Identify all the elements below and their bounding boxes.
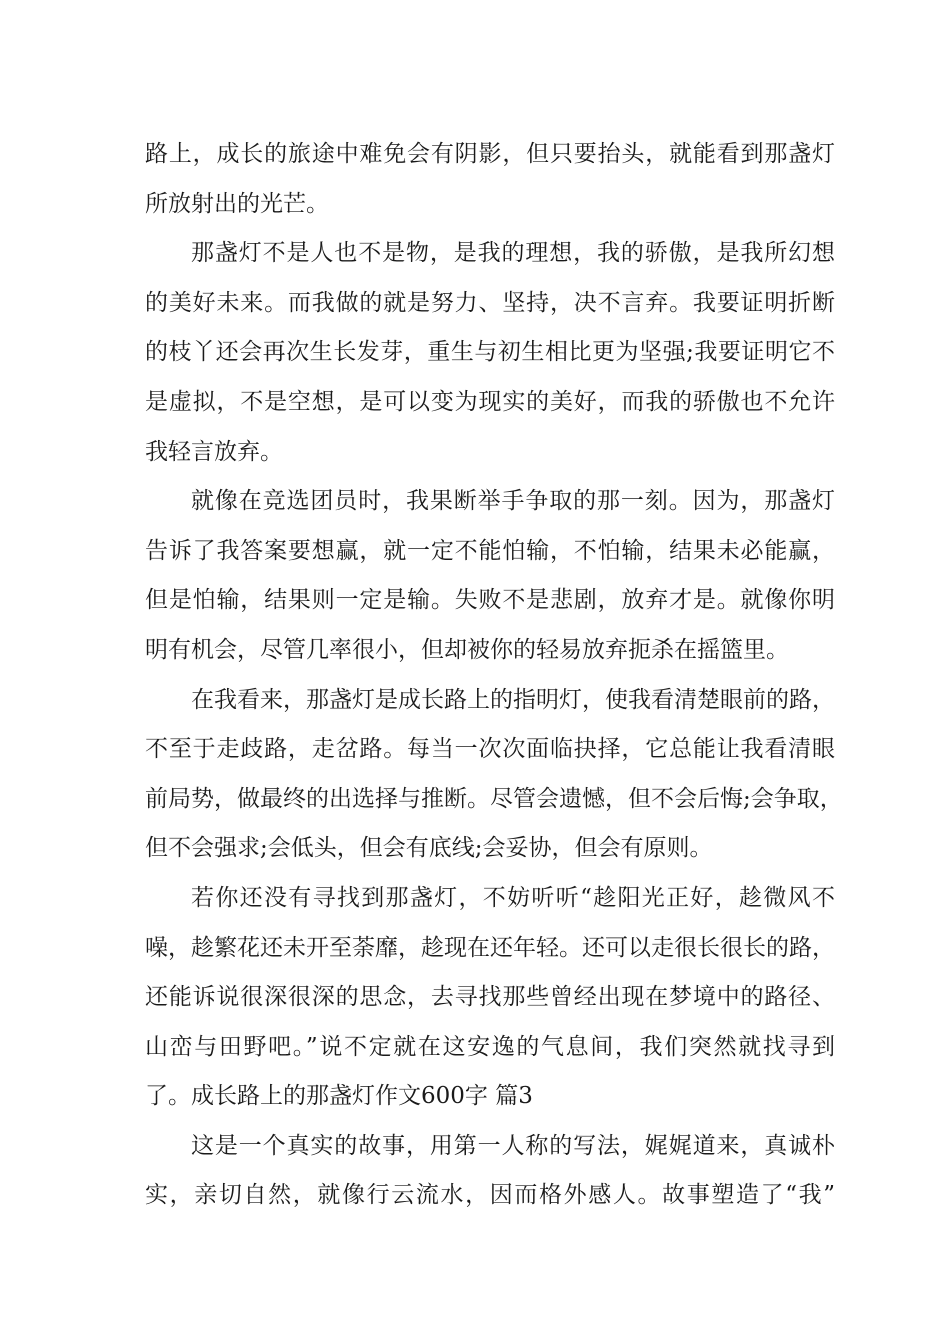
paragraph-first-line: 这是一个真实的故事，用第一人称的写法，娓娓道来，真诚朴 [191, 1132, 835, 1159]
text-line: 噪，趁繁花还未开至荼靡，趁现在还年轻。还可以走很长很长的路， [145, 934, 835, 961]
text-line: 山峦与田野吧。”说不定就在这安逸的气息间，我们突然就找寻到 [145, 1033, 835, 1060]
text-line: 实，亲切自然，就像行云流水，因而格外感人。故事塑造了“我” [145, 1182, 835, 1209]
text-line: 是虚拟，不是空想，是可以变为现实的美好，而我的骄傲也不允许 [145, 388, 835, 415]
text-line: 但是怕输，结果则一定是输。失败不是悲剧，放弃才是。就像你明 [145, 587, 835, 614]
text-line: 的美好未来。而我做的就是努力、坚持，决不言弃。我要证明折断 [145, 289, 835, 316]
text-line: 不至于走歧路，走岔路。每当一次次面临抉择，它总能让我看清眼 [145, 736, 835, 763]
text-line: 所放射出的光芒。 [145, 190, 329, 217]
text-line: 的枝丫还会再次生长发芽，重生与初生相比更为坚强;我要证明它不 [145, 339, 835, 366]
paragraph-first-line: 在我看来，那盏灯是成长路上的指明灯，使我看清楚眼前的路， [191, 686, 835, 713]
text-line: 告诉了我答案要想赢，就一定不能怕输，不怕输，结果未必能赢， [145, 537, 835, 564]
text-line: 路上，成长的旅途中难免会有阴影，但只要抬头，就能看到那盏灯 [145, 141, 835, 167]
text-line: 但不会强求;会低头，但会有底线;会妥协，但会有原则。 [145, 835, 713, 862]
text-line: 我轻言放弃。 [145, 438, 283, 465]
text-line: 前局势，做最终的出选择与推断。尽管会遗憾，但不会后悔;会争取， [145, 785, 843, 812]
text-line: 了。成长路上的那盏灯作文600字 篇3 [145, 1083, 533, 1110]
paragraph-first-line: 那盏灯不是人也不是物，是我的理想，我的骄傲，是我所幻想 [191, 240, 835, 267]
text-line: 明有机会，尽管几率很小，但却被你的轻易放弃扼杀在摇篮里。 [145, 636, 789, 663]
text-line: 还能诉说很深很深的思念，去寻找那些曾经出现在梦境中的路径、 [145, 984, 835, 1011]
document-body [145, 130, 843, 1221]
paragraph-first-line: 就像在竞选团员时，我果断举手争取的那一刻。因为，那盏灯 [191, 488, 835, 515]
paragraph-first-line: 若你还没有寻找到那盏灯，不妨听听“趁阳光正好，趁微风不 [191, 884, 835, 911]
